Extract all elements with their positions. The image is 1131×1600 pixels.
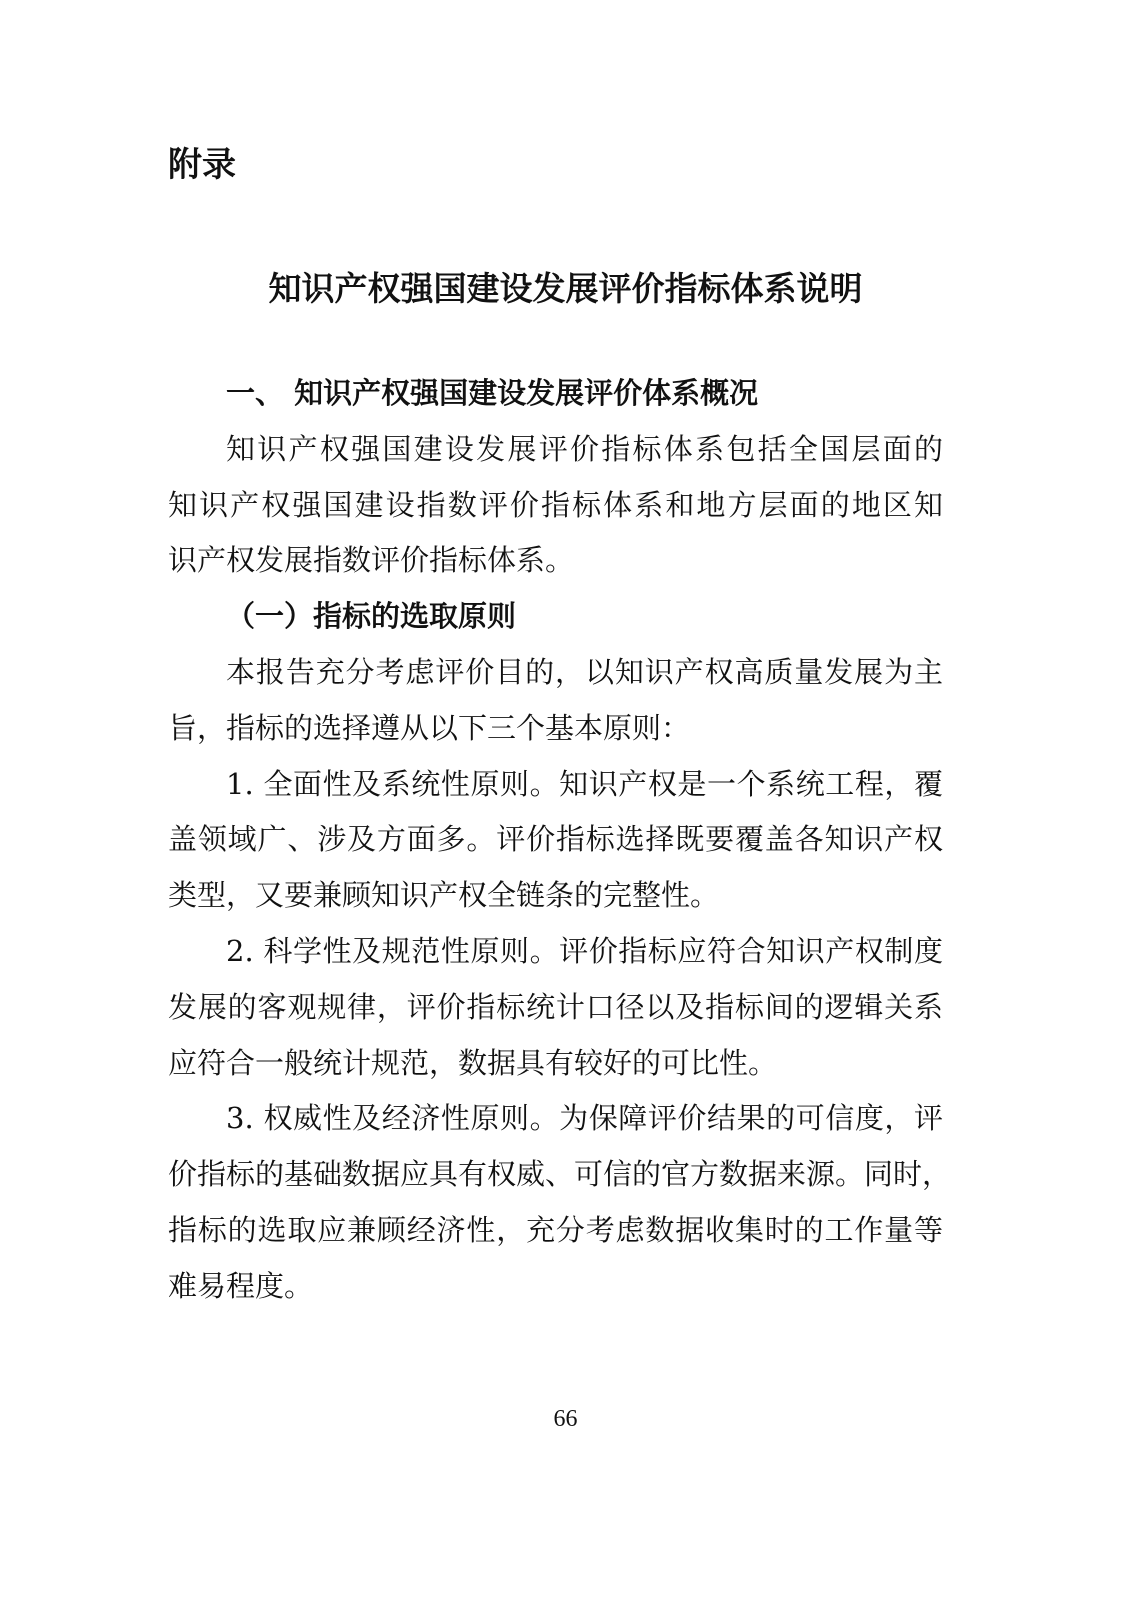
subsection-heading: （一）指标的选取原则	[226, 599, 517, 634]
paragraph-line: 类型，又要兼顾知识产权全链条的完整性。	[168, 878, 720, 913]
paragraph-line: 知识产权强国建设指数评价指标体系和地方层面的地区知	[168, 487, 943, 522]
paragraph-line: 发展的客观规律，评价指标统计口径以及指标间的逻辑关系	[168, 989, 943, 1024]
paragraph-line: 难易程度。	[168, 1268, 314, 1303]
document-body	[168, 366, 952, 1315]
paragraph-line: 价指标的基础数据应具有权威、可信的官方数据来源。同时，	[168, 1157, 952, 1192]
paragraph-line: 盖领域广、涉及方面多。评价指标选择既要覆盖各知识产权	[168, 822, 943, 857]
paragraph-line: 1. 全面性及系统性原则。知识产权是一个系统工程，覆	[226, 766, 943, 801]
paragraph-line: 旨，指标的选择遵从以下三个基本原则：	[168, 710, 691, 745]
section-heading: 一、 知识产权强国建设发展评价体系概况	[226, 376, 759, 410]
paragraph-line: 本报告充分考虑评价目的，以知识产权高质量发展为主	[226, 654, 943, 689]
paragraph-line: 指标的选取应兼顾经济性，充分考虑数据收集时的工作量等	[168, 1212, 943, 1247]
paragraph-line: 应符合一般统计规范，数据具有较好的可比性。	[168, 1045, 778, 1080]
paragraph-line: 识产权发展指数评价指标体系。	[168, 543, 575, 578]
page-number: 66	[553, 1406, 578, 1432]
appendix-label: 附录	[168, 145, 236, 185]
document-title: 知识产权强国建设发展评价指标体系说明	[268, 269, 863, 308]
paragraph-line: 3. 权威性及经济性原则。为保障评价结果的可信度，评	[226, 1101, 943, 1136]
paragraph-line: 2. 科学性及规范性原则。评价指标应符合知识产权制度	[226, 933, 943, 968]
paragraph-line: 知识产权强国建设发展评价指标体系包括全国层面的	[226, 431, 943, 466]
